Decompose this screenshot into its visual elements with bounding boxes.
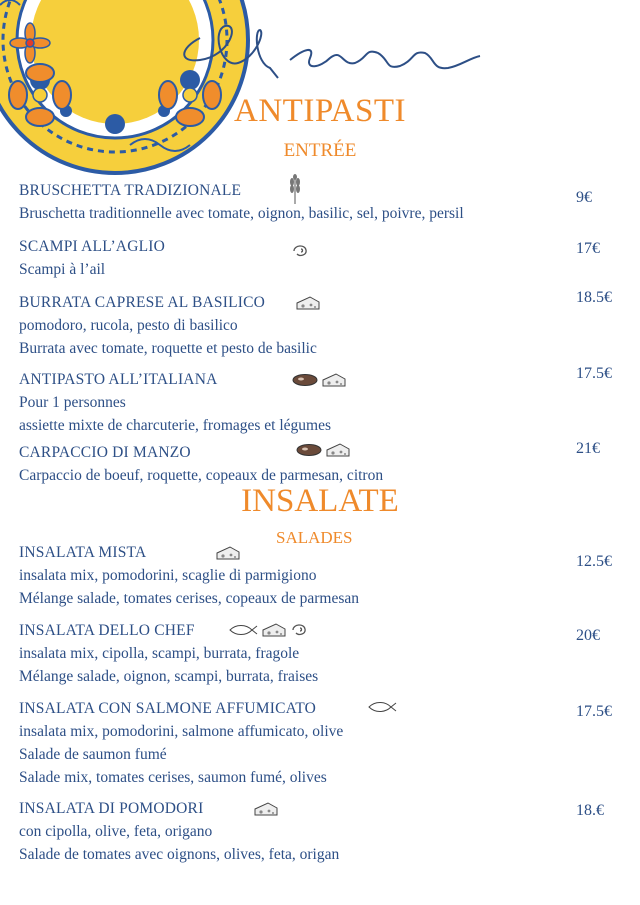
- item-description: assiette mixte de charcuterie, fromages et légumes: [19, 417, 332, 434]
- item-price: 20€: [576, 627, 600, 644]
- fish-icon: [228, 624, 258, 636]
- cheese-icon: [326, 442, 350, 458]
- cheese-icon: [216, 545, 240, 561]
- menu-item: [19, 797, 579, 866]
- item-icons: [254, 801, 278, 817]
- item-name: SCAMPI ALL’AGLIO: [19, 238, 166, 255]
- shrimp-icon: [290, 622, 308, 638]
- item-icons: [292, 372, 346, 388]
- item-price: 17€: [576, 240, 600, 257]
- meat-icon: [292, 373, 318, 387]
- item-description: Mélange salade, tomates cerises, copeaux de parmesan: [19, 590, 359, 607]
- item-icons: [367, 701, 397, 713]
- item-description: pomodoro, rucola, pesto di basilico: [19, 317, 238, 334]
- item-name: BURRATA CAPRESE AL BASILICO: [19, 294, 266, 311]
- svg-text:Menu: Menu: [171, 86, 174, 87]
- item-description: Scampi à l’ail: [19, 261, 106, 278]
- fish-icon: [367, 701, 397, 713]
- item-description: insalata mix, cipolla, scampi, burrata, fragole: [19, 645, 300, 662]
- item-icons: [296, 295, 320, 311]
- cheese-icon: [262, 622, 286, 638]
- item-description: Mélange salade, oignon, scampi, burrata, fraises: [19, 668, 319, 685]
- item-description: Pour 1 personnes: [19, 394, 126, 411]
- item-name: ANTIPASTO ALL’ITALIANA: [19, 371, 218, 388]
- section-heading-insalate: INSALATE: [241, 483, 399, 519]
- cheese-icon: [254, 801, 278, 817]
- wheat-icon: [288, 174, 302, 204]
- item-price: 21€: [576, 440, 600, 457]
- item-name: INSALATA DI POMODORI: [19, 800, 204, 817]
- item-description: Salade mix, tomates cerises, saumon fumé, olives: [19, 769, 327, 786]
- item-name: BRUSCHETTA TRADIZIONALE: [19, 182, 242, 199]
- menu-item: [19, 541, 579, 610]
- item-icons: [288, 174, 302, 204]
- item-price: 17.5€: [576, 703, 612, 720]
- meat-icon: [296, 443, 322, 457]
- item-name: INSALATA CON SALMONE AFFUMICATO: [19, 700, 317, 717]
- section-heading-antipasti: ANTIPASTI: [234, 93, 406, 129]
- item-name: CARPACCIO DI MANZO: [19, 444, 191, 461]
- item-icons: [216, 545, 240, 561]
- menu-item: [19, 697, 579, 789]
- item-description: Burrata avec tomate, roquette et pesto de basilic: [19, 340, 317, 357]
- item-description: insalata mix, pomodorini, salmone affumicato, olive: [19, 723, 344, 740]
- item-icons: [228, 622, 308, 638]
- item-icons: [291, 243, 309, 259]
- cheese-icon: [296, 295, 320, 311]
- item-description: insalata mix, pomodorini, scaglie di parmigiono: [19, 567, 317, 584]
- cheese-icon: [322, 372, 346, 388]
- item-description: Carpaccio de boeuf, roquette, copeaux de parmesan, citron: [19, 467, 384, 484]
- menu-script-title: [170, 8, 490, 88]
- item-name: INSALATA DELLO CHEF: [19, 622, 195, 639]
- item-description: Bruschetta traditionnelle avec tomate, oignon, basilic, sel, poivre, persil: [19, 205, 464, 222]
- item-name: INSALATA MISTA: [19, 544, 147, 561]
- section-subheading-entree: ENTRÉE: [283, 140, 357, 161]
- shrimp-icon: [291, 243, 309, 259]
- item-description: Salade de saumon fumé: [19, 746, 167, 763]
- item-price: 17.5€: [576, 365, 612, 382]
- item-price: 9€: [576, 189, 592, 206]
- item-icons: [296, 442, 350, 458]
- item-description: Salade de tomates avec oignons, olives, feta, origan: [19, 846, 340, 863]
- item-price: 18.5€: [576, 289, 612, 306]
- item-description: con cipolla, olive, feta, origano: [19, 823, 213, 840]
- item-price: 18.€: [576, 802, 604, 819]
- item-price: 12.5€: [576, 553, 612, 570]
- section-subheading-salades: SALADES: [276, 528, 353, 547]
